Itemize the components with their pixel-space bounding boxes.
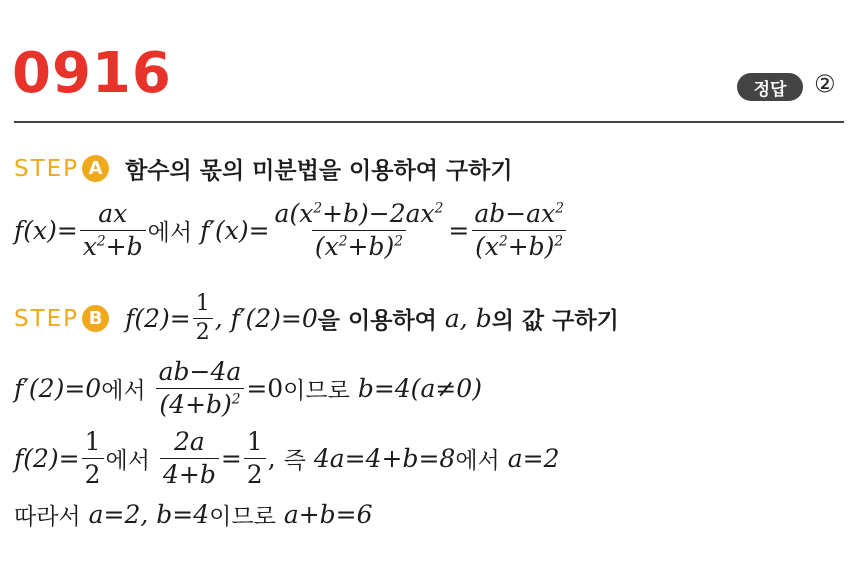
line4-frac2-den: 4+b — [160, 458, 219, 489]
line5-imeuro: 이므로 — [209, 504, 276, 530]
eq2-fraction — [272, 200, 447, 260]
step-b-fraction — [193, 292, 213, 345]
step-b-letter-icon: B — [82, 305, 109, 332]
step-b-mid: , f′(2)=0 — [214, 304, 318, 334]
line4-frac3-num: 1 — [246, 427, 263, 456]
step-b-eul: 을 이용하여 — [317, 308, 437, 335]
line3-result: b=4(a≠0) — [357, 373, 482, 403]
eq2-num-a: a(x — [274, 199, 314, 228]
eq2-num-exp2: 2 — [434, 200, 444, 217]
step-a-letter-icon: A — [82, 155, 109, 182]
eq2-den-exp: 2 — [338, 233, 348, 250]
step-a-equation — [14, 200, 569, 260]
derivative-line — [14, 358, 482, 418]
step-b-end: 의 값 구하기 — [491, 308, 619, 335]
step-b-ab: a, b — [444, 304, 492, 334]
eq2-den-a: (x — [314, 231, 339, 261]
step-b-frac-num: 1 — [195, 291, 210, 316]
line4-frac2-num: 2a — [173, 427, 205, 456]
eq3-den-a: (x — [475, 231, 499, 261]
step-b-f2: f(2)= — [125, 304, 191, 334]
eq3-num-exp: 2 — [555, 200, 564, 217]
line4-lhs: f(2)= — [14, 443, 80, 473]
line4-jeuk: 즉 — [283, 447, 306, 474]
step-b-heading — [14, 292, 619, 345]
line4-frac1-den: 2 — [82, 458, 104, 489]
step-a-title: 함수의 몫의 미분법을 이용하여 구하기 — [125, 158, 513, 184]
eq3-denominator — [472, 230, 566, 261]
line4-result: a=2 — [507, 443, 560, 473]
eq2-num-exp: 2 — [313, 200, 323, 217]
line4-eq: = — [220, 443, 242, 473]
step-b-title — [125, 292, 619, 345]
header-rule — [14, 121, 844, 123]
line5-sum: a+b=6 — [283, 500, 373, 529]
eq1-den-x: x — [82, 231, 97, 261]
line4-chain: 4a=4+b=8 — [313, 443, 456, 473]
line4-fraction-3 — [244, 428, 266, 488]
eq2-lhs: f′(x)= — [200, 215, 270, 245]
eq3-num-a: ab−ax — [474, 199, 556, 228]
line4-eseo: 에서 — [105, 447, 150, 474]
eq3-den-exp2: 2 — [554, 233, 564, 250]
eq1-numerator: ax — [98, 199, 128, 228]
value-line — [14, 428, 560, 488]
step-a-word: STEP — [14, 155, 80, 182]
line4-fraction-2 — [160, 428, 219, 488]
answer-badge: 정답 — [737, 73, 803, 101]
eq3-den-b: +b) — [507, 231, 555, 261]
answer-value: ② — [814, 70, 836, 98]
eq1-den-rest: +b — [105, 231, 143, 261]
line4-eseo2: 에서 — [455, 447, 500, 474]
eq2-denominator — [312, 230, 406, 261]
line3-den-exp: 2 — [231, 391, 241, 408]
eq3-fraction — [471, 200, 567, 260]
eq3-numerator — [471, 200, 567, 230]
line4-frac1-num: 1 — [84, 427, 101, 456]
eq3-equals: = — [448, 215, 470, 245]
line3-imeuro: 이므로 — [283, 377, 350, 404]
line3-eseo: 에서 — [101, 377, 146, 404]
eq1-den-exp: 2 — [96, 233, 106, 250]
line5-values: a=2, b=4 — [88, 500, 210, 529]
problem-number: 0916 — [12, 41, 172, 106]
eseo-text: 에서 — [147, 219, 193, 246]
eq3-den-exp: 2 — [498, 233, 508, 250]
line4-comma: , — [267, 443, 276, 473]
line3-frac-den — [156, 388, 243, 419]
eq1-denominator — [80, 230, 146, 261]
line3-fraction — [156, 358, 245, 418]
line4-fraction-1 — [82, 428, 104, 488]
line3-frac-num: ab−4a — [158, 357, 242, 386]
step-b-word: STEP — [14, 305, 80, 332]
step-a-heading — [14, 152, 513, 185]
eq2-den-exp2: 2 — [394, 233, 403, 250]
eq1-lhs: f(x)= — [14, 215, 78, 245]
eq2-num-b: +b)−2ax — [322, 199, 435, 228]
line3-rhs: =0 — [246, 373, 284, 403]
eq2-den-b: +b) — [347, 231, 395, 261]
line3-lhs: f′(2)=0 — [14, 373, 102, 403]
eq1-fraction — [80, 200, 146, 260]
line3-den-a: (4+b) — [159, 389, 232, 419]
line5-ttaraseo: 따라서 — [14, 504, 81, 530]
line4-frac3-den: 2 — [244, 458, 266, 489]
eq2-numerator — [272, 200, 447, 230]
conclusion-line — [14, 498, 373, 531]
step-b-frac-den: 2 — [193, 318, 213, 345]
